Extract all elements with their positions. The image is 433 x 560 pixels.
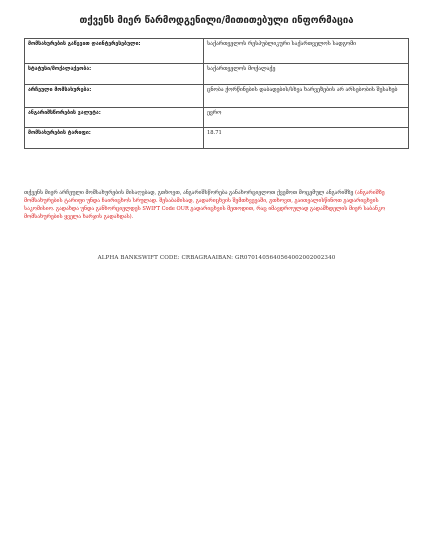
table-row	[25, 85, 409, 108]
status-label: სტატუსი/მოქალაქეობა:	[25, 64, 204, 85]
bank-details: ALPHA BANKSWIFT CODE: CRBAGRAAIBAN: GR0701405640564002002002340	[97, 255, 336, 261]
currency-value: ევრო	[204, 108, 409, 128]
notice-intro: თქვენს მიერ არჩეული მომსახურების მისაღებად, გთხოვთ, ანგარიშსწორება განახორციელოთ ქვემოთ მოცემულ ანგარიშზე	[24, 190, 356, 196]
currency-label: ანგარიშსწორების ვალუტა:	[25, 108, 204, 128]
table-row	[25, 108, 409, 128]
page-title: თქვენს მიერ წარმოდგენილი/მითითებული ინფორმაცია	[79, 15, 354, 26]
table-row	[25, 64, 409, 85]
tariff-label: მომსახურების ტარიფი:	[25, 128, 204, 149]
applicant-value: საქართველოს რესპუბლიკური საქართველოს სადგომი	[204, 39, 409, 64]
status-value: საქართველოს მოქალაქე	[204, 64, 409, 85]
notice-warning: (ანგარიშზე მომსახურების ტარიფი უნდა ჩაირიცხოს სრულად. შესაბამისად, გადარიცხვის შემთხვევაში, გთხოვთ, გაითვალისწინოთ გადარიცხვის საკომისიო. გადახდა უნდა განხორციელდეს SWIFT Code OUR გადარიცხვის მეთოდით, რაც იმავდროულად გადამხდელის მიერ საბანკო მომსახურების ყველა ხარჯის გადახდას).	[24, 190, 385, 220]
info-table	[24, 38, 409, 149]
table-row	[25, 39, 409, 64]
service-value: ცნობა ქორწინების დაბადების/სხვა ხარვეზების არ არსებობის შესახებ	[204, 85, 409, 108]
service-label: არჩეული მომსახურება:	[25, 85, 204, 108]
tariff-value: 18.71	[204, 128, 409, 149]
applicant-label: მომსახურების გაწევით დაინტერესებული:	[25, 39, 204, 64]
table-row	[25, 128, 409, 149]
payment-notice	[24, 189, 402, 221]
